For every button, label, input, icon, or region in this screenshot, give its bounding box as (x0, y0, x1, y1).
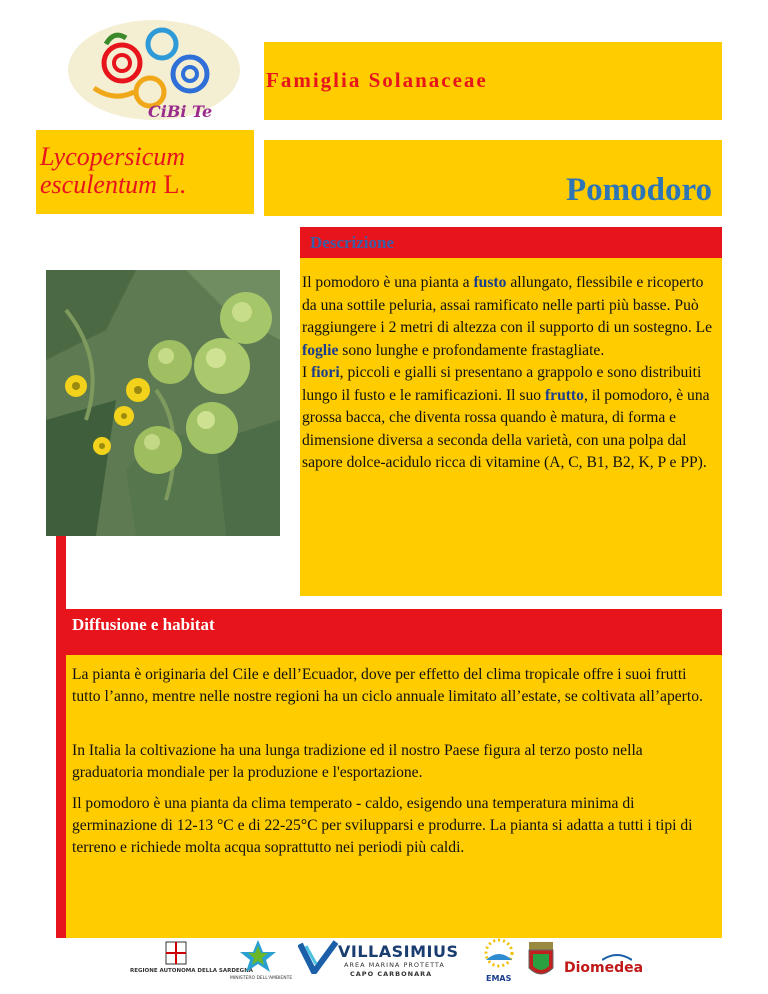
tomato-plant-photo (46, 270, 280, 536)
desc-span: allungato, flessibile e ricoperto da una sottile peluria, assai ramificato nelle parti più basse. Può raggiungere i 2 metri di altezza con il supporto di un sostegno. Le (302, 274, 713, 336)
amp-label: AREA MARINA PROTETTA (344, 961, 445, 969)
diffusion-title: Diffusione e habitat (72, 615, 215, 634)
capo-carbonara-label: CAPO CARBONARA (350, 970, 433, 978)
diffusion-paragraph-1: La pianta è originaria del Cile e dell’Ecuador, dove per effetto del clima tropicale offre i suoi frutti tutto l’anno, mentre nelle nostre regioni ha un ciclo annuale limitato all’estate, se coltivata all’aperto. (72, 666, 703, 705)
description-title: Descrizione (310, 233, 395, 252)
sardegna-logo (130, 938, 254, 988)
ministero-label: MINISTERO DELL'AMBIENTE (230, 976, 293, 981)
sardegna-label: REGIONE AUTONOMA DELLA SARDEGNA (130, 968, 254, 974)
keyword-fusto: fusto (473, 274, 507, 291)
diffusion-paragraph-3: Il pomodoro è una pianta da clima temperato - caldo, esigendo una temperatura minima di germinazione di 12-13 °C e di 22-25°C per svilupparsi e produrre. La pianta si adatta a tutti i tipi di terreno e richiede molta acqua soprattutto nei periodi più caldi. (72, 795, 693, 856)
diomedea-label: Diomedea (564, 960, 644, 976)
comune-crest-icon (524, 938, 558, 988)
ministero-logo (226, 938, 293, 988)
diomedea-logo (562, 938, 648, 988)
latin-species: esculentum (40, 170, 157, 199)
villasimius-label: VILLASIMIUS (338, 942, 459, 961)
desc-span: Il pomodoro è una pianta a (302, 274, 474, 291)
logo-text: CiBi Te (148, 102, 213, 121)
latin-name (40, 143, 186, 199)
diffusion-paragraph-2: In Italia la coltivazione ha una lunga tradizione ed il nostro Paese figura al terzo posto nella graduatoria mondiale per la produzione e l'esportazione. (72, 742, 643, 781)
side-red-bar (56, 536, 66, 938)
keyword-frutto: frutto (544, 386, 584, 404)
emas-label: EMAS (486, 974, 512, 983)
emas-logo (476, 938, 522, 988)
desc-span: sono lunghe e profondamente frastagliate. (338, 341, 605, 359)
family-title: Famiglia Solanaceae (266, 68, 488, 92)
desc-span: I (302, 364, 312, 381)
villasimius-logo (298, 938, 458, 988)
desc-span: , piccoli e gialli si presentano a grappolo e sono distribuiti lungo il fusto e le ramificazioni. Il suo (302, 364, 702, 404)
description-text (302, 272, 716, 475)
desc-span: , il pomodoro, è una grossa bacca, che diventa rossa quando è matura, di forma e dimensione diversa a seconda della varietà, con una polpa dal sapore dolce-acidulo ricca di vitamine (A, C, B1, B2, K, P e PP). (302, 386, 710, 471)
common-name: Pomodoro (565, 172, 712, 208)
keyword-fiori: fiori (311, 364, 340, 381)
latin-author: L. (163, 170, 186, 199)
keyword-foglie: foglie (302, 341, 339, 359)
latin-genus: Lycopersicum (40, 142, 186, 171)
